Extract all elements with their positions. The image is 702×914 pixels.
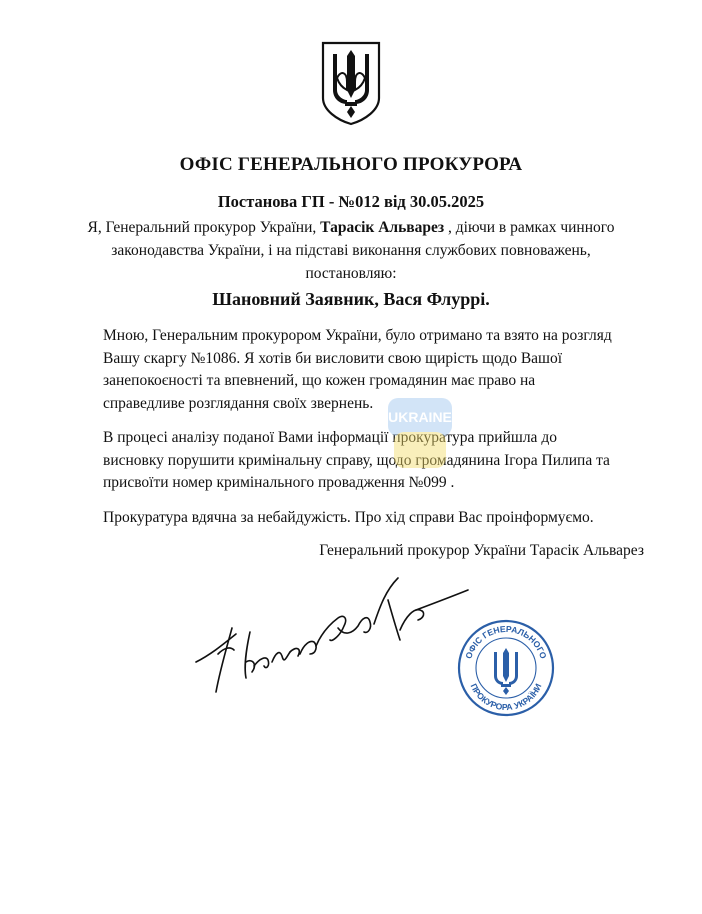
body-paragraph-3: Прокуратура вдячна за небайдужість. Про хід справи Вас проінформуємо.	[103, 509, 594, 526]
prosecutor-name: Тарасік Альварез	[320, 219, 445, 236]
ukraine-sticker-icon	[384, 396, 456, 474]
signer-line: Генеральний прокурор України Тарасік Альварез	[319, 542, 644, 559]
addressee-line: Шановний Заявник, Вася Флуррі.	[212, 289, 490, 309]
svg-text:UKRAINE: UKRAINE	[388, 409, 452, 425]
seal-text-top: ОФІС ГЕНЕРАЛЬНОГО	[463, 623, 549, 660]
official-seal-icon	[456, 618, 556, 718]
trident-emblem-icon	[319, 40, 383, 126]
intro-text-end: , діючи в рамках чинного законодавства України, і на підставі виконання службових повноважень, постановляю:	[111, 219, 615, 282]
intro-text-start: Я, Генеральний прокурор України,	[87, 219, 321, 236]
intro-paragraph	[80, 216, 622, 285]
office-title: ОФІС ГЕНЕРАЛЬНОГО ПРОКУРОРА	[179, 154, 523, 175]
body-paragraph-2: В процесі аналізу поданої Вами інформації прокуратура прийшла до висновку порушити кримінальну справу, щодо громадянина Ігора Пилипа та присвоїти номер кримінального провадження №099 .	[103, 429, 610, 491]
decree-number: Постанова ГП - №012 від 30.05.2025	[217, 192, 485, 211]
body-paragraph-1: Мною, Генеральним прокурором України, було отримано та взято на розгляд Вашу скаргу №1086. Я хотів би висловити свою щирість щодо Вашої занепокоєності та впевнений, що кожен громадянин має право на справедливе розглядання своїх звернень.	[103, 327, 612, 412]
seal-text-bottom: ПРОКУРОРА УКРАЇНИ	[468, 682, 544, 713]
handwritten-signature-icon	[192, 570, 472, 700]
